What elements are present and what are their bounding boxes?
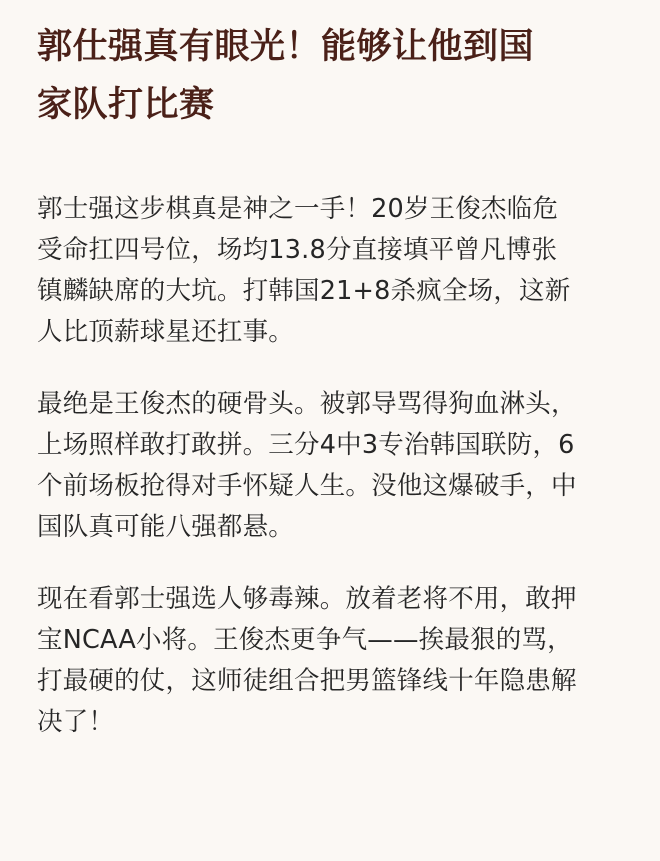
article-title: [37, 18, 630, 134]
paragraph-3: [37, 579, 630, 743]
title-line: 家队打比赛: [37, 85, 215, 125]
article-body: [37, 189, 630, 743]
paragraph-2: [37, 384, 630, 548]
paragraph-line: 受命扛四号位，场均13.8分直接填平曾凡博张: [37, 235, 558, 265]
paragraph-line: 国队真可能八强都悬。: [37, 512, 295, 542]
paragraph-line: 上场照样敢打敢拼。三分4中3专治韩国联防，6: [37, 430, 575, 460]
paragraph-line: 镇麟缺席的大坑。打韩国21+8杀疯全场，这新: [37, 276, 571, 306]
paragraph-line: 人比顶薪球星还扛事。: [37, 317, 295, 347]
paragraph-line: 最绝是王俊杰的硬骨头。被郭导骂得狗血淋头，: [37, 389, 577, 419]
paragraph-1: [37, 189, 630, 353]
title-line: 郭仕强真有眼光！能够让他到国: [37, 27, 535, 67]
paragraph-line: 打最硬的仗，这师徒组合把男篮锋线十年隐患解: [37, 666, 577, 696]
paragraph-line: 郭士强这步棋真是神之一手！20岁王俊杰临危: [37, 194, 559, 224]
paragraph-line: 现在看郭士强选人够毒辣。放着老将不用，敢押: [37, 584, 577, 614]
paragraph-line: 个前场板抢得对手怀疑人生。没他这爆破手，中: [37, 471, 577, 501]
paragraph-line: 决了！: [37, 707, 115, 737]
paragraph-line: 宝NCAA小将。王俊杰更争气——挨最狠的骂，: [37, 625, 573, 655]
